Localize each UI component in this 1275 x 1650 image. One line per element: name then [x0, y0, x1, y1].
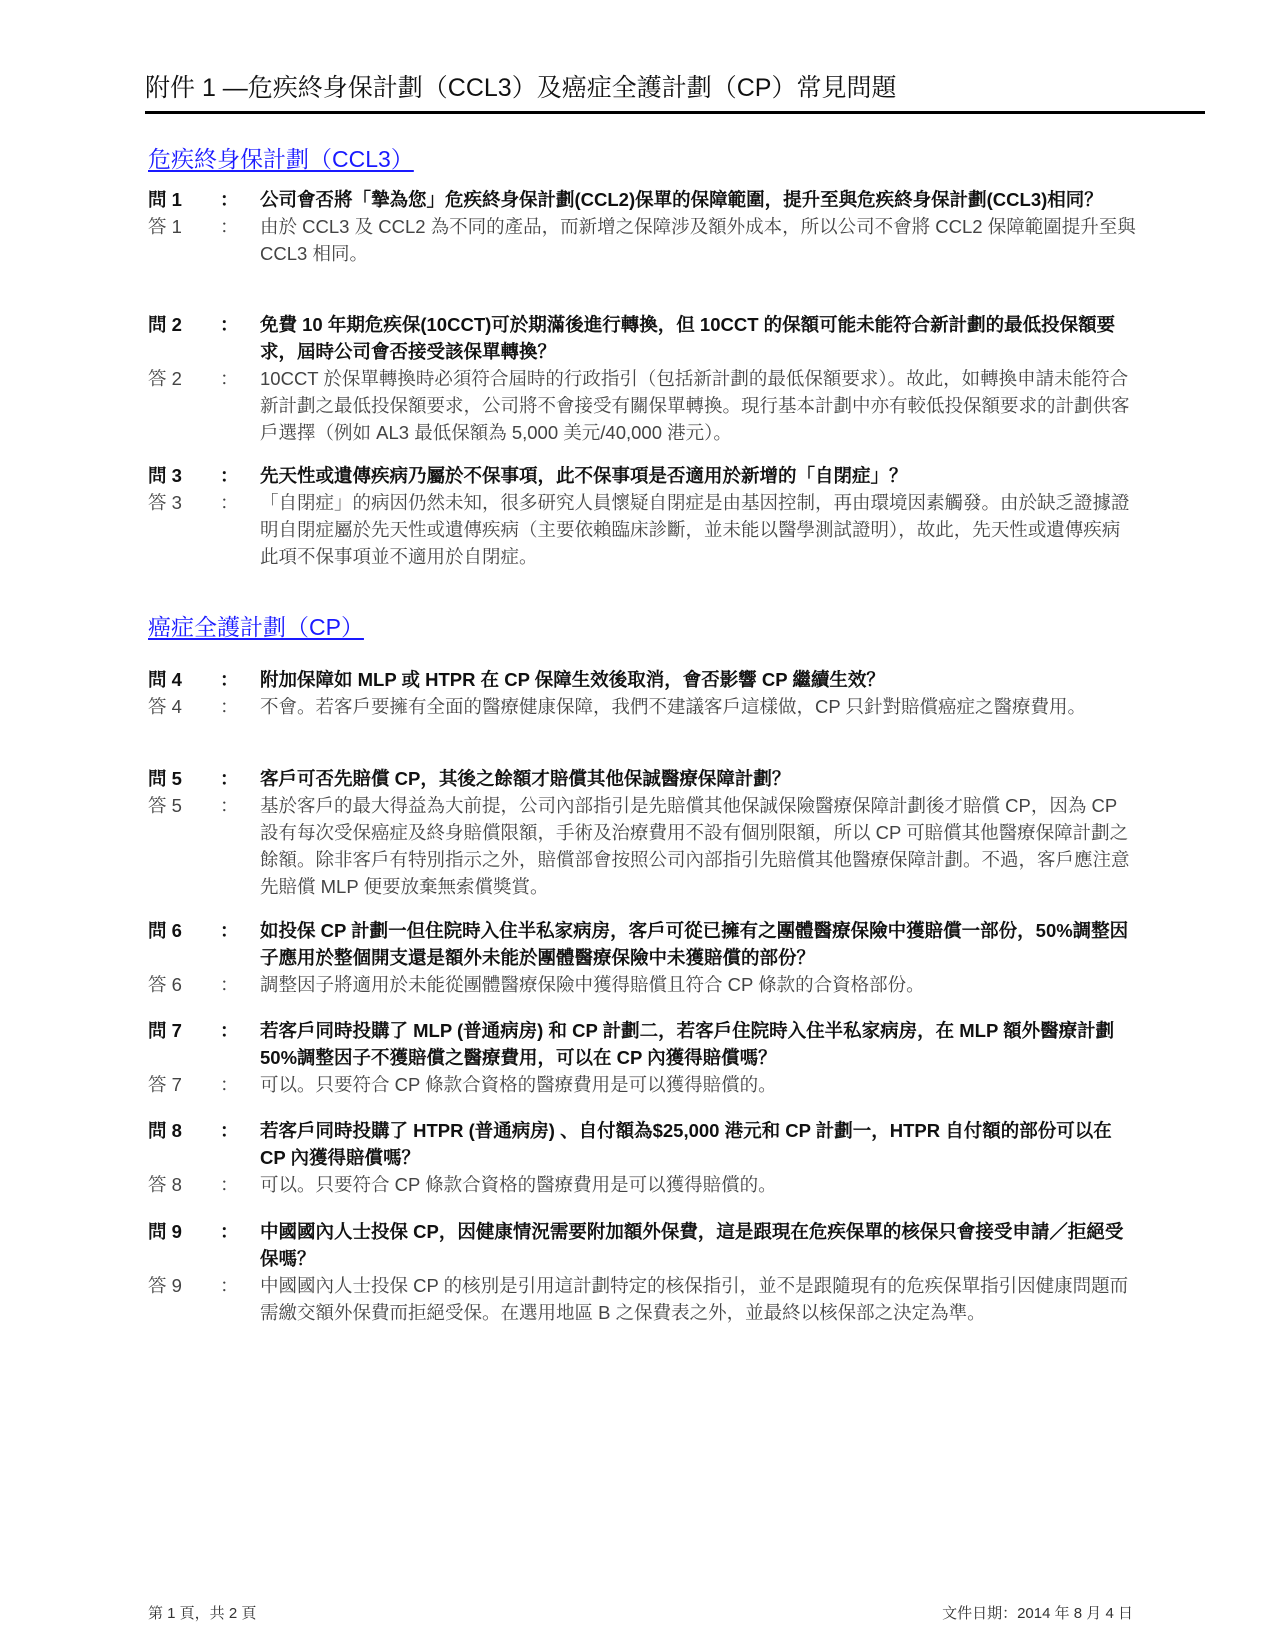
answer-text: 調整因子將適用於未能從團體醫療保險中獲得賠償且符合 CP 條款的合資格部份。 — [260, 974, 925, 995]
question-label: 問 5 — [148, 768, 182, 789]
question-label: 問 6 — [148, 920, 182, 941]
colon: ： — [220, 216, 239, 237]
question-text: 先天性或遺傳疾病乃屬於不保事項，此不保事項是否適用於新增的「自閉症」？ — [260, 465, 908, 486]
qa-item-4 — [148, 666, 1138, 720]
page-title: 附件 1 —危疾終身保計劃（CCL3）及癌症全護計劃（CP）常見問題 — [145, 74, 897, 102]
question-label: 問 3 — [148, 465, 182, 486]
answer-text: 由於 CCL3 及 CCL2 為不同的產品，而新增之保障涉及額外成本，所以公司不會將 CCL2 保障範圍提升至與 CCL3 相同。 — [260, 216, 1136, 264]
colon: ： — [220, 1174, 239, 1195]
colon: ： — [220, 1221, 239, 1242]
qa-item-2 — [148, 311, 1138, 446]
answer-label: 答 5 — [148, 795, 182, 816]
answer-row — [148, 971, 1138, 998]
answer-text: 可以。只要符合 CP 條款合資格的醫療費用是可以獲得賠償的。 — [260, 1074, 777, 1095]
question-row — [148, 1218, 1138, 1272]
colon: ： — [220, 795, 239, 816]
colon: ： — [220, 465, 239, 486]
question-label: 問 7 — [148, 1020, 182, 1041]
qa-item-5 — [148, 765, 1138, 900]
answer-text: 基於客戶的最大得益為大前提，公司內部指引是先賠償其他保誠保險醫療保障計劃後才賠償 CP，因為 CP 設有每次受保癌症及終身賠償限額，手術及治療費用不設有個別限額，所以 CP 可賠償其他醫療保障計劃之餘額。除非客戶有特別指示之外，賠償部會按照公司內部指引先賠償其他醫療保障計劃。不過，客戶應注意先賠償 MLP 便要放棄無索償獎賞。 — [260, 795, 1130, 897]
answer-label: 答 3 — [148, 492, 182, 513]
answer-row — [148, 213, 1138, 267]
question-label: 問 9 — [148, 1221, 182, 1242]
answer-label: 答 4 — [148, 696, 182, 717]
answer-text: 「自閉症」的病因仍然未知，很多研究人員懷疑自閉症是由基因控制，再由環境因素觸發。由於缺乏證據證明自閉症屬於先天性或遺傳疾病（主要依賴臨床診斷，並未能以醫學測試證明），故此，先天性或遺傳疾病此項不保事項並不適用於自閉症。 — [260, 492, 1130, 567]
section-heading-ccl3[interactable]: 危疾終身保計劃（CCL3） — [148, 146, 414, 172]
qa-item-3 — [148, 462, 1138, 570]
colon: ： — [220, 669, 239, 690]
colon: ： — [220, 368, 239, 389]
qa-item-9 — [148, 1218, 1138, 1326]
question-row — [148, 186, 1138, 213]
answer-label: 答 2 — [148, 368, 182, 389]
answer-row — [148, 792, 1138, 900]
question-text: 若客戶同時投購了 MLP (普通病房) 和 CP 計劃二，若客戶住院時入住半私家病房，在 MLP 額外醫療計劃 50%調整因子不獲賠償之醫療費用，可以在 CP 內獲得賠償嗎？ — [260, 1020, 1115, 1068]
colon: ： — [220, 492, 239, 513]
colon: ： — [220, 920, 239, 941]
colon: ： — [220, 1120, 239, 1141]
colon: ： — [220, 768, 239, 789]
answer-row — [148, 365, 1138, 446]
answer-text: 不會。若客戶要擁有全面的醫療健康保障，我們不建議客戶這樣做，CP 只針對賠償癌症之醫療費用。 — [260, 696, 1087, 717]
question-row — [148, 1117, 1138, 1171]
answer-label: 答 6 — [148, 974, 182, 995]
answer-label: 答 9 — [148, 1275, 182, 1296]
question-label: 問 4 — [148, 669, 182, 690]
question-row — [148, 917, 1138, 971]
colon: ： — [220, 314, 239, 335]
answer-row — [148, 1272, 1138, 1326]
question-row — [148, 311, 1138, 365]
qa-item-1 — [148, 186, 1138, 267]
colon: ： — [220, 1020, 239, 1041]
answer-label: 答 8 — [148, 1174, 182, 1195]
answer-row — [148, 693, 1138, 720]
answer-row — [148, 1071, 1138, 1098]
question-row — [148, 666, 1138, 693]
header-divider — [145, 111, 1205, 114]
answer-row — [148, 489, 1138, 570]
answer-label: 答 1 — [148, 216, 182, 237]
footer-document-date: 文件日期：2014 年 8 月 4 日 — [942, 1605, 1133, 1622]
qa-item-7 — [148, 1017, 1138, 1098]
question-text: 中國國內人士投保 CP，因健康情況需要附加額外保費，這是跟現在危疾保單的核保只會接受申請／拒絕受保嗎？ — [260, 1221, 1124, 1269]
question-label: 問 2 — [148, 314, 182, 335]
answer-text: 可以。只要符合 CP 條款合資格的醫療費用是可以獲得賠償的。 — [260, 1174, 777, 1195]
answer-row — [148, 1171, 1138, 1198]
colon: ： — [220, 1275, 239, 1296]
colon: ： — [220, 696, 239, 717]
answer-text: 10CCT 於保單轉換時必須符合屆時的行政指引（包括新計劃的最低保額要求）。故此，如轉換申請未能符合新計劃之最低投保額要求，公司將不會接受有關保單轉換。現行基本計劃中亦有較低投保額要求的計劃供客戶選擇（例如 AL3 最低保額為 5,000 美元/40,000 港元）。 — [260, 368, 1130, 443]
colon: ： — [220, 189, 239, 210]
question-text: 公司會否將「摯為您」危疾終身保計劃(CCL2)保單的保障範圍，提升至與危疾終身保計劃(CCL3)相同？ — [260, 189, 1103, 210]
footer-page-number: 第 1 頁，共 2 頁 — [148, 1605, 257, 1622]
question-text: 免費 10 年期危疾保(10CCT)可於期滿後進行轉換，但 10CCT 的保額可能未能符合新計劃的最低投保額要求，屆時公司會否接受該保單轉換？ — [260, 314, 1116, 362]
section-heading-cp[interactable]: 癌症全護計劃（CP） — [148, 614, 364, 640]
qa-item-6 — [148, 917, 1138, 998]
question-label: 問 1 — [148, 189, 182, 210]
answer-text: 中國國內人士投保 CP 的核別是引用這計劃特定的核保指引，並不是跟隨現有的危疾保單指引因健康問題而需繳交額外保費而拒絕受保。在選用地區 B 之保費表之外，並最終以核保部之決定為準。 — [260, 1275, 1129, 1323]
question-text: 若客戶同時投購了 HTPR (普通病房) 、自付額為$25,000 港元和 CP 計劃一，HTPR 自付額的部份可以在 CP 內獲得賠償嗎？ — [260, 1120, 1112, 1168]
question-row — [148, 1017, 1138, 1071]
question-text: 附加保障如 MLP 或 HTPR 在 CP 保障生效後取消，會否影響 CP 繼續生效？ — [260, 669, 885, 690]
question-label: 問 8 — [148, 1120, 182, 1141]
question-text: 如投保 CP 計劃一但住院時入住半私家病房，客戶可從已擁有之團體醫療保險中獲賠償一部份，50%調整因子應用於整個開支還是額外未能於團體醫療保險中未獲賠償的部份？ — [260, 920, 1129, 968]
colon: ： — [220, 974, 239, 995]
qa-item-8 — [148, 1117, 1138, 1198]
question-row — [148, 765, 1138, 792]
question-row — [148, 462, 1138, 489]
question-text: 客戶可否先賠償 CP，其後之餘額才賠償其他保誠醫療保障計劃？ — [260, 768, 791, 789]
answer-label: 答 7 — [148, 1074, 182, 1095]
colon: ： — [220, 1074, 239, 1095]
